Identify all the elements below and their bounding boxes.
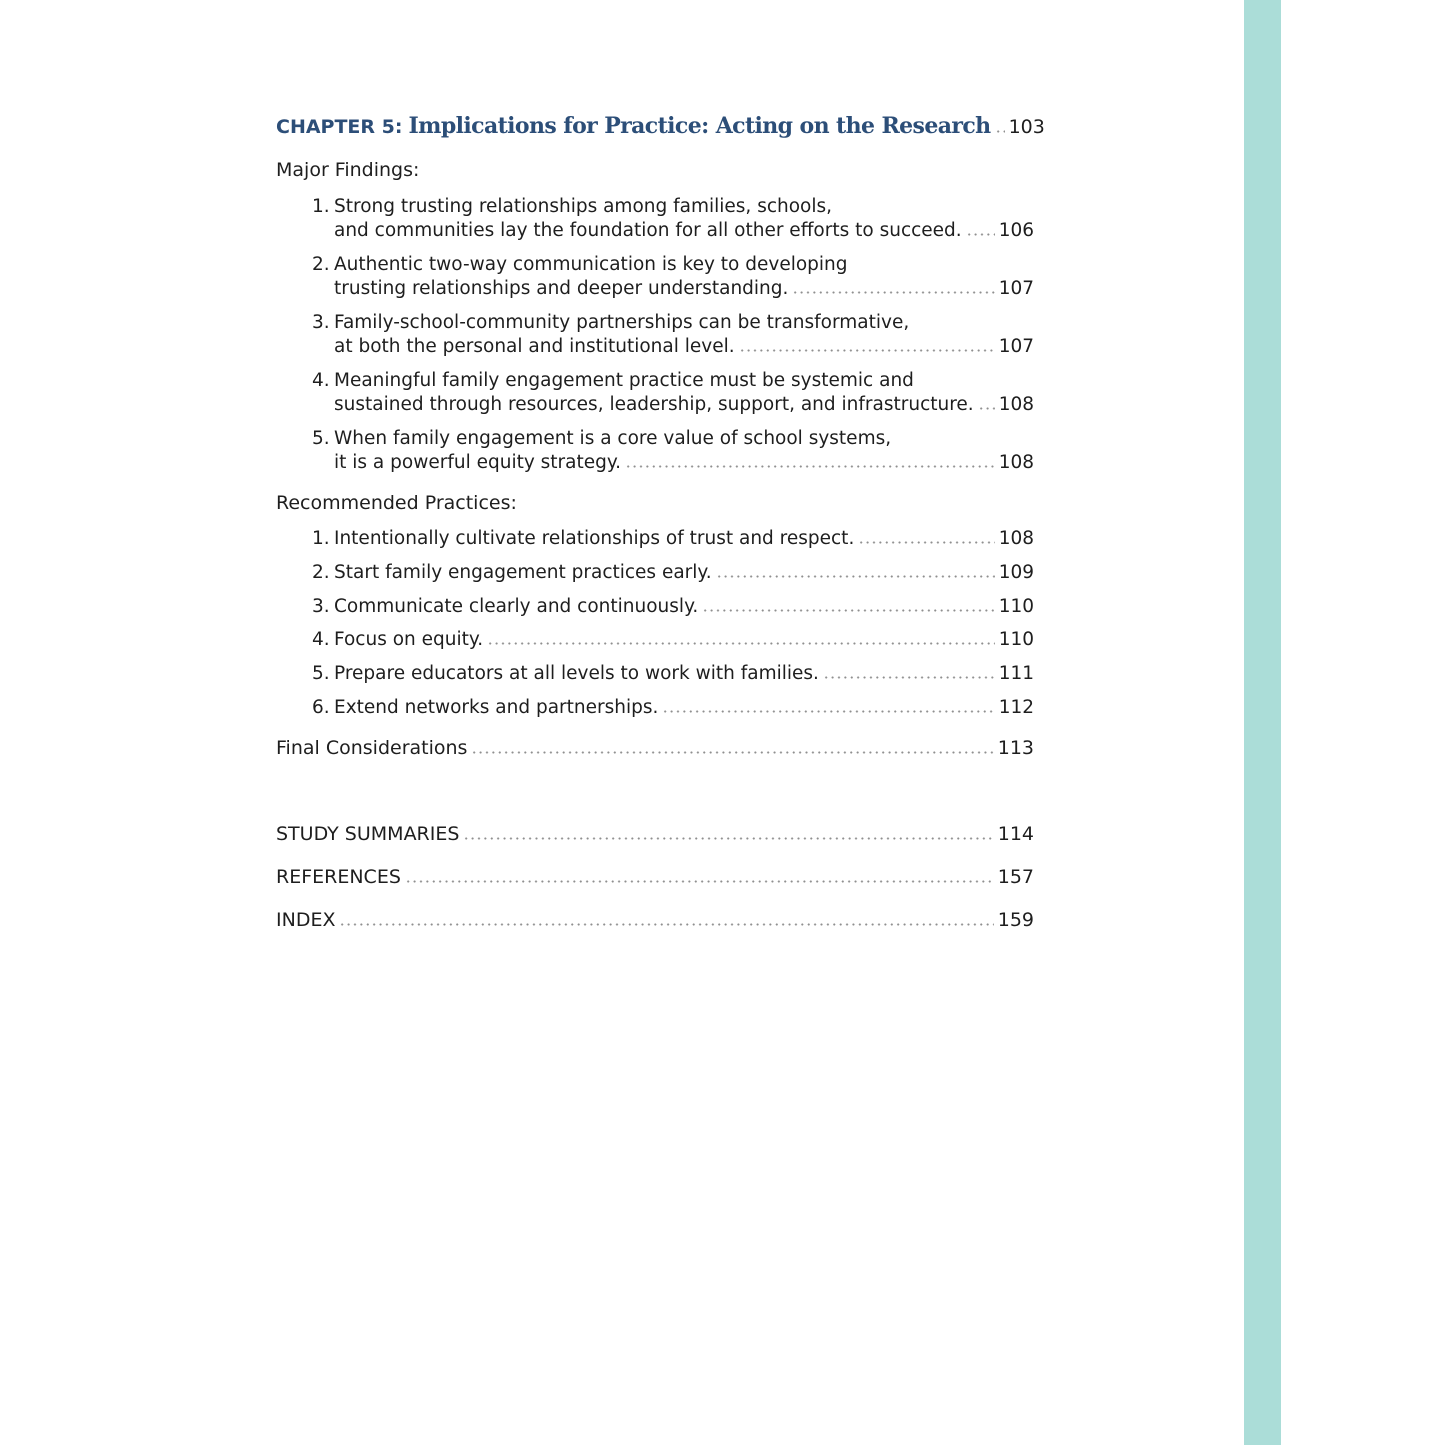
practice-text: Focus on equity. bbox=[334, 629, 484, 650]
side-accent-band bbox=[1244, 0, 1281, 1445]
practice-number: 4. bbox=[312, 629, 330, 650]
study-summaries-entry[interactable] bbox=[276, 822, 1034, 846]
practice-page-number: 110 bbox=[998, 596, 1034, 617]
index-text: INDEX bbox=[276, 909, 336, 931]
practice-text: Start family engagement practices early. bbox=[334, 562, 712, 583]
practice-entry[interactable] bbox=[312, 662, 1034, 686]
final-considerations-text: Final Considerations bbox=[276, 737, 468, 759]
finding-entry[interactable] bbox=[312, 195, 1034, 243]
finding-text-line1: Strong trusting relationships among families, schools, bbox=[334, 196, 833, 217]
finding-text-line2: it is a powerful equity strategy. bbox=[334, 452, 622, 473]
practice-number: 5. bbox=[312, 663, 330, 684]
dot-leader bbox=[792, 291, 994, 294]
dot-leader bbox=[405, 880, 994, 883]
chapter-5-entry[interactable] bbox=[276, 113, 1045, 139]
finding-entry[interactable] bbox=[312, 427, 1034, 475]
dot-leader bbox=[625, 465, 995, 468]
practice-page-number: 111 bbox=[998, 663, 1034, 684]
dot-leader bbox=[978, 407, 995, 410]
dot-leader bbox=[739, 349, 995, 352]
practice-number: 1. bbox=[312, 528, 330, 549]
practice-number: 6. bbox=[312, 697, 330, 718]
practice-page-number: 109 bbox=[998, 562, 1034, 583]
chapter-title: Implications for Practice: Acting on the Research bbox=[408, 113, 991, 139]
references-text: REFERENCES bbox=[276, 866, 401, 888]
references-entry[interactable] bbox=[276, 865, 1034, 889]
dot-leader bbox=[487, 642, 995, 645]
index-page-number: 159 bbox=[997, 909, 1034, 931]
finding-page-number: 107 bbox=[998, 336, 1034, 357]
index-entry[interactable] bbox=[276, 908, 1034, 932]
finding-page-number: 108 bbox=[998, 394, 1034, 415]
finding-text-line1: Family-school-community partnerships can be transformative, bbox=[334, 312, 910, 333]
finding-number: 4. bbox=[312, 370, 330, 391]
dot-leader bbox=[339, 923, 993, 926]
chapter-label: CHAPTER 5: bbox=[276, 116, 403, 138]
study-summaries-text: STUDY SUMMARIES bbox=[276, 823, 460, 845]
final-considerations-entry[interactable] bbox=[276, 736, 1034, 760]
finding-number: 2. bbox=[312, 254, 330, 275]
finding-page-number: 106 bbox=[998, 220, 1034, 241]
finding-entry[interactable] bbox=[312, 369, 1034, 417]
practice-number: 2. bbox=[312, 562, 330, 583]
practice-page-number: 108 bbox=[998, 528, 1034, 549]
practice-entry[interactable] bbox=[312, 628, 1034, 652]
practice-text: Extend networks and partnerships. bbox=[334, 697, 659, 718]
practice-entry[interactable] bbox=[312, 696, 1034, 720]
practice-text: Prepare educators at all levels to work with families. bbox=[334, 663, 819, 684]
practice-text: Communicate clearly and continuously. bbox=[334, 596, 699, 617]
dot-leader bbox=[966, 233, 995, 236]
dot-leader bbox=[716, 575, 995, 578]
finding-text-line2: and communities lay the foundation for all other efforts to succeed. bbox=[334, 220, 962, 241]
practice-number: 3. bbox=[312, 596, 330, 617]
final-considerations-page-number: 113 bbox=[997, 737, 1034, 759]
practice-page-number: 112 bbox=[998, 697, 1034, 718]
dot-leader bbox=[702, 609, 994, 612]
practice-entry[interactable] bbox=[312, 595, 1034, 619]
finding-entry[interactable] bbox=[312, 311, 1034, 359]
practice-entry[interactable] bbox=[312, 561, 1034, 585]
finding-text-line1: Authentic two-way communication is key to developing bbox=[334, 254, 848, 275]
recommended-practices-heading: Recommended Practices: bbox=[276, 492, 517, 514]
finding-page-number: 107 bbox=[998, 278, 1034, 299]
dot-leader bbox=[823, 676, 995, 679]
dot-leader bbox=[858, 541, 994, 544]
major-findings-heading: Major Findings: bbox=[276, 159, 420, 181]
finding-text-line1: When family engagement is a core value of school systems, bbox=[334, 428, 892, 449]
dot-leader bbox=[662, 710, 994, 713]
chapter-page-number: 103 bbox=[1008, 116, 1045, 138]
practice-entry[interactable] bbox=[312, 527, 1034, 551]
finding-number: 1. bbox=[312, 196, 330, 217]
finding-text-line2: trusting relationships and deeper understanding. bbox=[334, 278, 789, 299]
dot-leader bbox=[463, 837, 993, 840]
study-summaries-page-number: 114 bbox=[997, 823, 1034, 845]
finding-text-line2: sustained through resources, leadership, support, and infrastructure. bbox=[334, 394, 974, 415]
finding-entry[interactable] bbox=[312, 253, 1034, 301]
practice-page-number: 110 bbox=[998, 629, 1034, 650]
dot-leader bbox=[995, 130, 1005, 133]
finding-page-number: 108 bbox=[998, 452, 1034, 473]
finding-text-line1: Meaningful family engagement practice must be systemic and bbox=[334, 370, 914, 391]
finding-text-line2: at both the personal and institutional level. bbox=[334, 336, 735, 357]
dot-leader bbox=[471, 751, 993, 754]
references-page-number: 157 bbox=[997, 866, 1034, 888]
practice-text: Intentionally cultivate relationships of trust and respect. bbox=[334, 528, 855, 549]
finding-number: 3. bbox=[312, 312, 330, 333]
finding-number: 5. bbox=[312, 428, 330, 449]
